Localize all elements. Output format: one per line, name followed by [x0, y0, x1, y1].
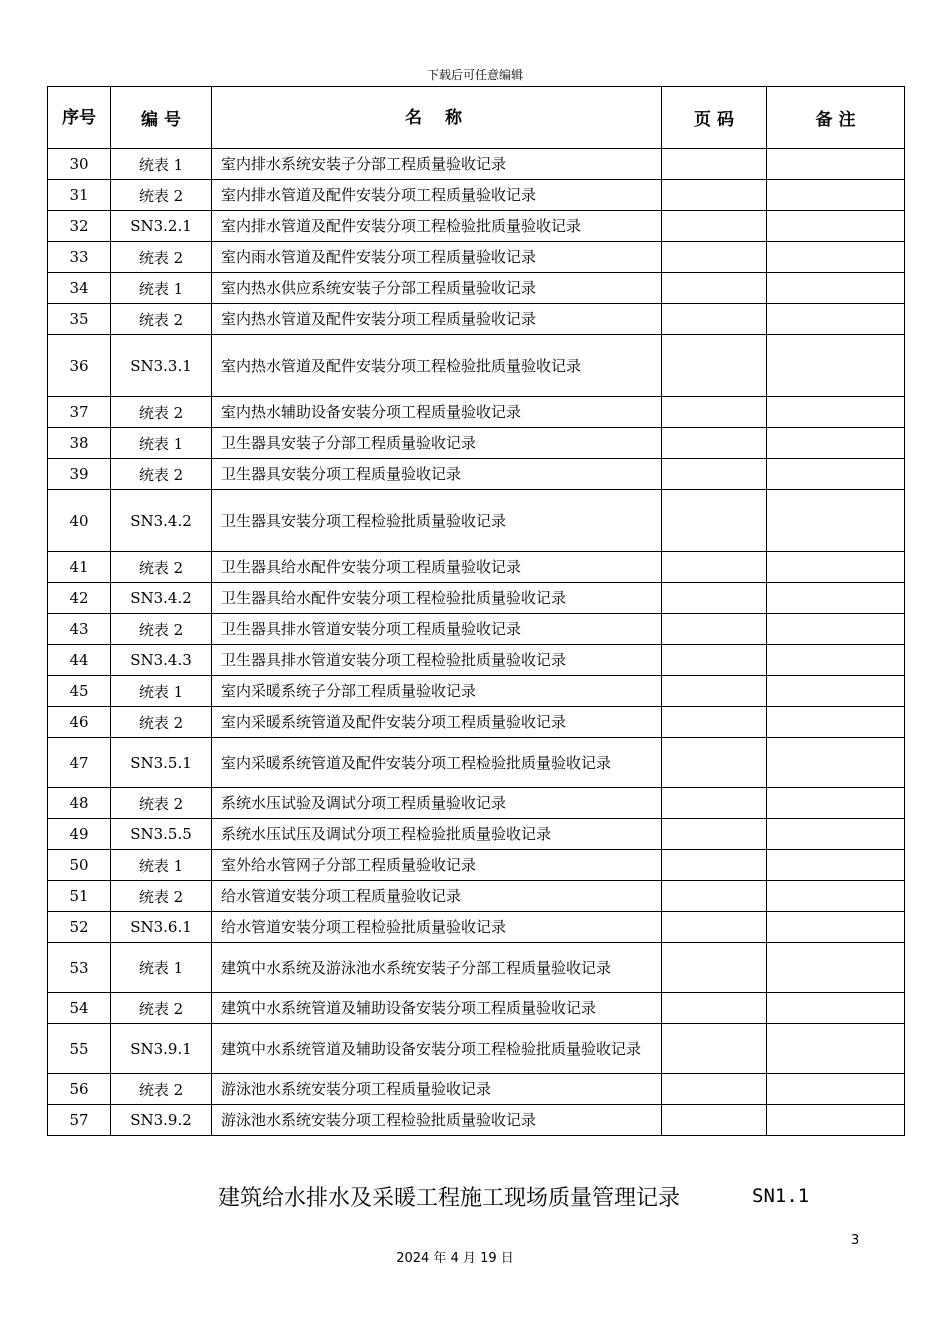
row-page: [662, 335, 767, 397]
footer-code: SN1.1: [752, 1185, 810, 1207]
row-code: 统表 2: [111, 459, 212, 490]
row-note: [767, 943, 905, 993]
row-name: 卫生器具安装分项工程检验批质量验收记录: [212, 490, 662, 552]
row-page: [662, 552, 767, 583]
table-row: [48, 645, 905, 676]
row-page: [662, 180, 767, 211]
col-header-name: 名 称: [212, 87, 662, 149]
row-page: [662, 149, 767, 180]
table-row: [48, 881, 905, 912]
row-code: 统表 2: [111, 397, 212, 428]
table-row: [48, 993, 905, 1024]
row-code: SN3.3.1: [111, 335, 212, 397]
row-code: 统表 1: [111, 428, 212, 459]
row-note: [767, 1074, 905, 1105]
row-code: 统表 1: [111, 943, 212, 993]
row-name: 卫生器具安装子分部工程质量验收记录: [212, 428, 662, 459]
row-number: 54: [48, 993, 111, 1024]
row-code: SN3.5.1: [111, 738, 212, 788]
row-code: 统表 1: [111, 850, 212, 881]
row-code: SN3.4.3: [111, 645, 212, 676]
row-code: SN3.9.1: [111, 1024, 212, 1074]
row-number: 44: [48, 645, 111, 676]
row-code: 统表 1: [111, 676, 212, 707]
table-row: [48, 335, 905, 397]
row-code: SN3.4.2: [111, 583, 212, 614]
table-row: [48, 459, 905, 490]
row-code: SN3.6.1: [111, 912, 212, 943]
table-row: [48, 676, 905, 707]
row-number: 33: [48, 242, 111, 273]
row-code: 统表 2: [111, 552, 212, 583]
row-page: [662, 397, 767, 428]
row-name: 建筑中水系统及游泳池水系统安装子分部工程质量验收记录: [212, 943, 662, 993]
row-number: 39: [48, 459, 111, 490]
table-header-row: [48, 87, 905, 149]
row-page: [662, 1074, 767, 1105]
row-code: SN3.5.5: [111, 819, 212, 850]
row-code: 统表 2: [111, 242, 212, 273]
table-row: [48, 819, 905, 850]
row-note: [767, 242, 905, 273]
col-header-page: 页 码: [662, 87, 767, 149]
row-note: [767, 881, 905, 912]
row-number: 57: [48, 1105, 111, 1136]
row-code: 统表 2: [111, 881, 212, 912]
row-note: [767, 850, 905, 881]
row-name: 室内热水供应系统安装子分部工程质量验收记录: [212, 273, 662, 304]
row-number: 37: [48, 397, 111, 428]
row-note: [767, 583, 905, 614]
row-name: 室内采暖系统子分部工程质量验收记录: [212, 676, 662, 707]
row-name: 室内热水辅助设备安装分项工程质量验收记录: [212, 397, 662, 428]
row-number: 43: [48, 614, 111, 645]
row-number: 30: [48, 149, 111, 180]
row-code: 统表 2: [111, 788, 212, 819]
row-name: 游泳池水系统安装分项工程质量验收记录: [212, 1074, 662, 1105]
row-note: [767, 645, 905, 676]
row-note: [767, 819, 905, 850]
row-name: 室内热水管道及配件安装分项工程检验批质量验收记录: [212, 335, 662, 397]
row-code: 统表 2: [111, 180, 212, 211]
row-name: 系统水压试验及调试分项工程质量验收记录: [212, 788, 662, 819]
row-page: [662, 459, 767, 490]
row-page: [662, 428, 767, 459]
table-row: [48, 211, 905, 242]
row-note: [767, 1024, 905, 1074]
row-name: 室内采暖系统管道及配件安装分项工程检验批质量验收记录: [212, 738, 662, 788]
row-code: 统表 2: [111, 707, 212, 738]
row-code: 统表 2: [111, 993, 212, 1024]
row-note: [767, 993, 905, 1024]
row-note: [767, 459, 905, 490]
table-row: [48, 1105, 905, 1136]
table-row: [48, 273, 905, 304]
row-note: [767, 304, 905, 335]
row-number: 56: [48, 1074, 111, 1105]
row-name: 室内排水管道及配件安装分项工程质量验收记录: [212, 180, 662, 211]
row-code: SN3.4.2: [111, 490, 212, 552]
table-row: [48, 738, 905, 788]
row-name: 卫生器具给水配件安装分项工程质量验收记录: [212, 552, 662, 583]
row-name: 室内采暖系统管道及配件安装分项工程质量验收记录: [212, 707, 662, 738]
row-note: [767, 397, 905, 428]
row-note: [767, 676, 905, 707]
row-note: [767, 273, 905, 304]
records-table: [47, 86, 905, 1136]
table-row: [48, 583, 905, 614]
table-body: [48, 149, 905, 1136]
row-name: 室内排水管道及配件安装分项工程检验批质量验收记录: [212, 211, 662, 242]
row-page: [662, 943, 767, 993]
row-note: [767, 738, 905, 788]
row-name: 卫生器具给水配件安装分项工程检验批质量验收记录: [212, 583, 662, 614]
date: 2024 年 4 月 19 日: [396, 1251, 514, 1266]
row-code: SN3.2.1: [111, 211, 212, 242]
row-code: SN3.9.2: [111, 1105, 212, 1136]
table-row: [48, 397, 905, 428]
row-page: [662, 242, 767, 273]
row-code: 统表 2: [111, 304, 212, 335]
row-code: 统表 1: [111, 273, 212, 304]
row-name: 卫生器具安装分项工程质量验收记录: [212, 459, 662, 490]
row-number: 51: [48, 881, 111, 912]
table-row: [48, 490, 905, 552]
row-name: 室外给水管网子分部工程质量验收记录: [212, 850, 662, 881]
row-number: 45: [48, 676, 111, 707]
row-page: [662, 1105, 767, 1136]
row-number: 32: [48, 211, 111, 242]
row-number: 35: [48, 304, 111, 335]
row-name: 建筑中水系统管道及辅助设备安装分项工程质量验收记录: [212, 993, 662, 1024]
row-name: 游泳池水系统安装分项工程检验批质量验收记录: [212, 1105, 662, 1136]
row-name: 建筑中水系统管道及辅助设备安装分项工程检验批质量验收记录: [212, 1024, 662, 1074]
footer-title: 建筑给水排水及采暖工程施工现场质量管理记录: [218, 1186, 681, 1211]
row-name: 给水管道安装分项工程质量验收记录: [212, 881, 662, 912]
row-page: [662, 707, 767, 738]
row-number: 40: [48, 490, 111, 552]
table-row: [48, 943, 905, 993]
table-row: [48, 180, 905, 211]
table-row: [48, 614, 905, 645]
row-name: 室内热水管道及配件安装分项工程质量验收记录: [212, 304, 662, 335]
row-note: [767, 149, 905, 180]
col-header-code: 编 号: [111, 87, 212, 149]
row-name: 卫生器具排水管道安装分项工程质量验收记录: [212, 614, 662, 645]
row-number: 34: [48, 273, 111, 304]
row-number: 53: [48, 943, 111, 993]
row-page: [662, 738, 767, 788]
row-name: 卫生器具排水管道安装分项工程检验批质量验收记录: [212, 645, 662, 676]
table-row: [48, 149, 905, 180]
row-note: [767, 1105, 905, 1136]
row-note: [767, 180, 905, 211]
table-row: [48, 850, 905, 881]
row-name: 室内排水系统安装子分部工程质量验收记录: [212, 149, 662, 180]
row-number: 48: [48, 788, 111, 819]
row-name: 系统水压试压及调试分项工程检验批质量验收记录: [212, 819, 662, 850]
table-row: [48, 242, 905, 273]
row-page: [662, 211, 767, 242]
table-row: [48, 912, 905, 943]
table-row: [48, 428, 905, 459]
row-number: 49: [48, 819, 111, 850]
row-note: [767, 490, 905, 552]
row-name: 室内雨水管道及配件安装分项工程质量验收记录: [212, 242, 662, 273]
row-page: [662, 912, 767, 943]
row-page: [662, 645, 767, 676]
row-code: 统表 1: [111, 149, 212, 180]
row-note: [767, 335, 905, 397]
table-row: [48, 552, 905, 583]
row-note: [767, 552, 905, 583]
row-number: 31: [48, 180, 111, 211]
row-number: 42: [48, 583, 111, 614]
row-page: [662, 881, 767, 912]
row-note: [767, 707, 905, 738]
row-page: [662, 819, 767, 850]
table-row: [48, 707, 905, 738]
row-code: 统表 2: [111, 1074, 212, 1105]
row-page: [662, 993, 767, 1024]
row-number: 46: [48, 707, 111, 738]
row-number: 41: [48, 552, 111, 583]
col-header-no: 序号: [48, 87, 111, 149]
row-page: [662, 273, 767, 304]
row-number: 36: [48, 335, 111, 397]
row-page: [662, 304, 767, 335]
row-note: [767, 614, 905, 645]
table-row: [48, 1024, 905, 1074]
row-name: 给水管道安装分项工程检验批质量验收记录: [212, 912, 662, 943]
row-note: [767, 912, 905, 943]
row-number: 50: [48, 850, 111, 881]
row-page: [662, 614, 767, 645]
table-row: [48, 304, 905, 335]
table-row: [48, 1074, 905, 1105]
row-number: 38: [48, 428, 111, 459]
row-page: [662, 583, 767, 614]
header-note: 下载后可任意编辑: [426, 68, 523, 82]
row-page: [662, 676, 767, 707]
row-code: 统表 2: [111, 614, 212, 645]
row-number: 55: [48, 1024, 111, 1074]
row-page: [662, 788, 767, 819]
row-note: [767, 428, 905, 459]
row-note: [767, 788, 905, 819]
row-number: 52: [48, 912, 111, 943]
row-note: [767, 211, 905, 242]
col-header-note: 备 注: [767, 87, 905, 149]
row-page: [662, 850, 767, 881]
page-number: 3: [851, 1233, 860, 1248]
row-page: [662, 490, 767, 552]
row-page: [662, 1024, 767, 1074]
table-row: [48, 788, 905, 819]
row-number: 47: [48, 738, 111, 788]
